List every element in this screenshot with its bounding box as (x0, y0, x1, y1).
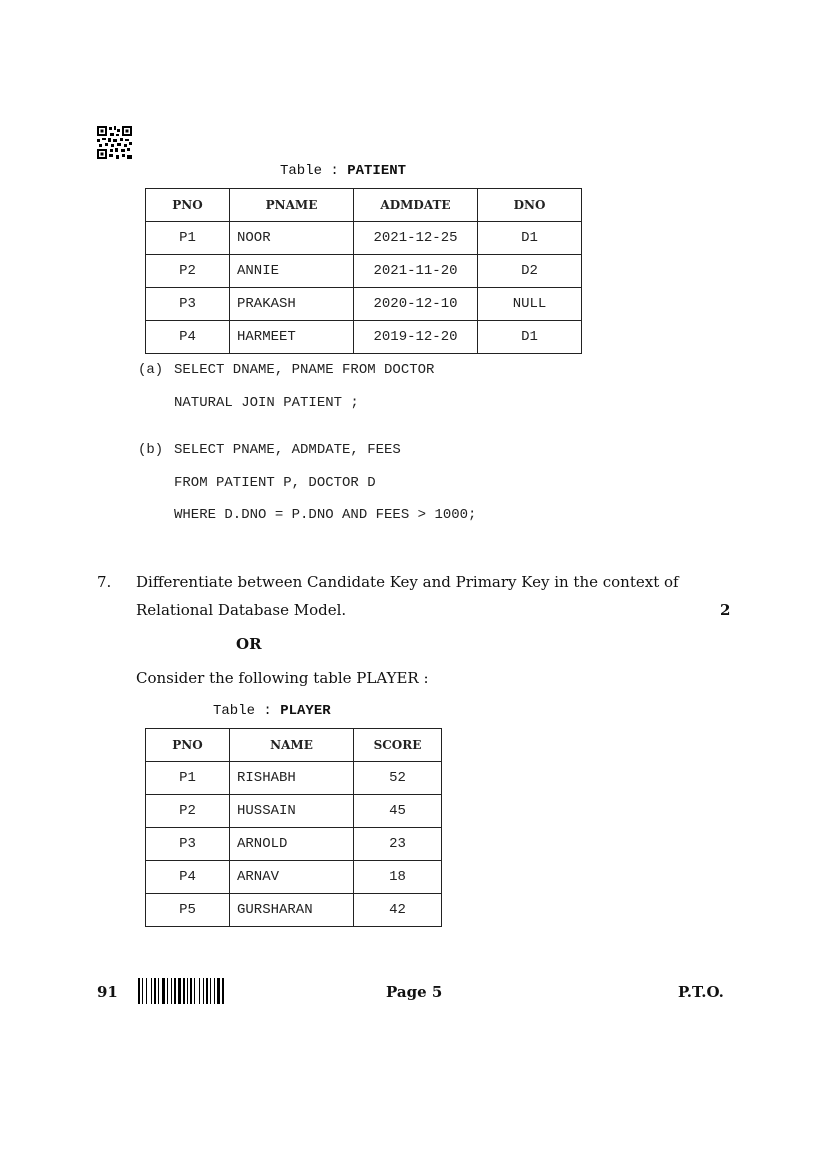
player-table (145, 728, 442, 927)
table-cell: 2019-12-20 (354, 321, 478, 354)
query-b-line-3: WHERE D.DNO = P.DNO AND FEES > 1000; (174, 507, 477, 523)
table-cell: ARNOLD (230, 828, 354, 861)
table-cell: D2 (478, 255, 582, 288)
table-row (146, 222, 582, 255)
or-separator: OR (236, 635, 262, 653)
query-b-label: (b) (138, 442, 164, 458)
caption-table-name: PATIENT (347, 163, 407, 179)
table-cell: GURSHARAN (230, 894, 354, 927)
table-row (146, 762, 442, 795)
table-row (146, 828, 442, 861)
query-b-line-2: FROM PATIENT P, DOCTOR D (174, 475, 376, 491)
table-cell: D1 (478, 222, 582, 255)
table-cell: P4 (146, 861, 230, 894)
table-cell: P2 (146, 795, 230, 828)
table-header-row (146, 729, 442, 762)
table-cell: D1 (478, 321, 582, 354)
barcode-icon (138, 978, 264, 1004)
table-cell: NULL (478, 288, 582, 321)
table-cell: RISHABH (230, 762, 354, 795)
table-header-row (146, 189, 582, 222)
table-cell: P4 (146, 321, 230, 354)
consider-text: Consider the following table PLAYER : (136, 669, 429, 687)
column-header: DNO (478, 189, 582, 222)
page-number: Page 5 (386, 983, 443, 1001)
caption-table-name: PLAYER (280, 703, 331, 719)
query-b-line-1: SELECT PNAME, ADMDATE, FEES (174, 442, 401, 458)
table-row (146, 255, 582, 288)
table-row (146, 894, 442, 927)
table-cell: P2 (146, 255, 230, 288)
table-cell: 52 (354, 762, 442, 795)
column-header: ADMDATE (354, 189, 478, 222)
table-cell: 2021-11-20 (354, 255, 478, 288)
qr-code-icon (97, 126, 132, 159)
table-cell: ANNIE (230, 255, 354, 288)
question-text-line-1: Differentiate between Candidate Key and Primary Key in the context of (136, 573, 679, 591)
table-cell: PRAKASH (230, 288, 354, 321)
table-cell: 42 (354, 894, 442, 927)
query-a-line-2: NATURAL JOIN PATIENT ; (174, 395, 359, 411)
table-cell: P3 (146, 288, 230, 321)
query-a-line-1: SELECT DNAME, PNAME FROM DOCTOR (174, 362, 435, 378)
caption-prefix: Table : (280, 163, 348, 179)
question-text-line-2: Relational Database Model. (136, 601, 347, 619)
column-header: PNO (146, 189, 230, 222)
table-cell: 23 (354, 828, 442, 861)
table-cell: 2020-12-10 (354, 288, 478, 321)
table-cell: NOOR (230, 222, 354, 255)
table-cell: ARNAV (230, 861, 354, 894)
table-cell: P1 (146, 222, 230, 255)
table-cell: P3 (146, 828, 230, 861)
question-number: 7. (97, 573, 112, 591)
table-row (146, 288, 582, 321)
paper-code: 91 (97, 983, 118, 1001)
table-cell: HUSSAIN (230, 795, 354, 828)
table-cell: HARMEET (230, 321, 354, 354)
table-row (146, 861, 442, 894)
table-cell: 45 (354, 795, 442, 828)
table-cell: P1 (146, 762, 230, 795)
caption-prefix: Table : (213, 703, 281, 719)
question-marks: 2 (720, 601, 731, 619)
patient-table (145, 188, 582, 354)
table-cell: 18 (354, 861, 442, 894)
patient-table-caption (280, 163, 406, 179)
player-table-caption (213, 703, 331, 719)
table-row (146, 795, 442, 828)
table-cell: P5 (146, 894, 230, 927)
query-a-label: (a) (138, 362, 164, 378)
column-header: PNAME (230, 189, 354, 222)
table-row (146, 321, 582, 354)
column-header: SCORE (354, 729, 442, 762)
column-header: NAME (230, 729, 354, 762)
column-header: PNO (146, 729, 230, 762)
pto-label: P.T.O. (678, 983, 724, 1001)
table-cell: 2021-12-25 (354, 222, 478, 255)
